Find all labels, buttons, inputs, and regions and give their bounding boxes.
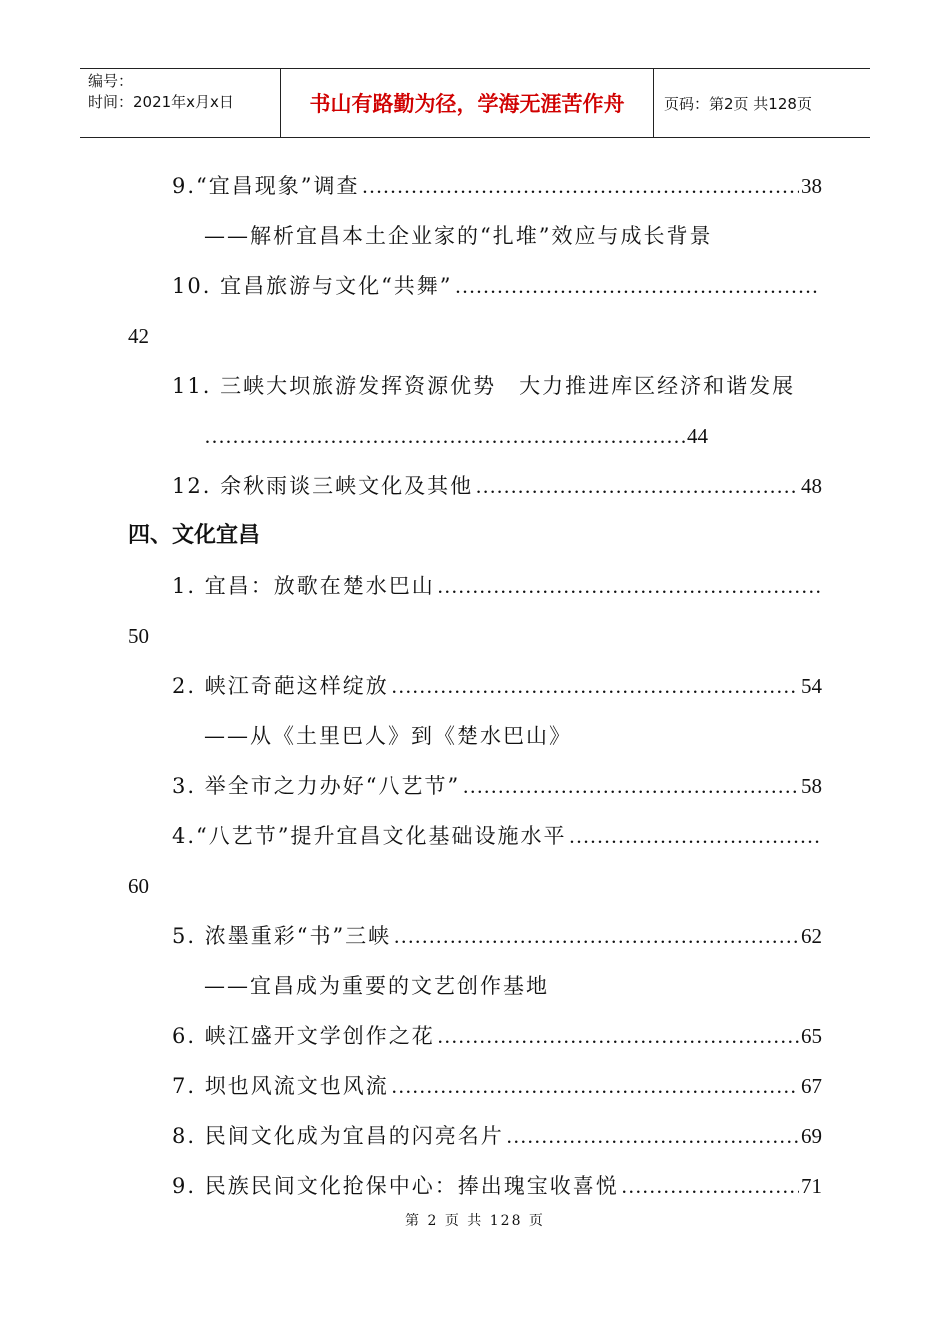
toc-page-number: 62 xyxy=(801,924,822,948)
toc-entry xyxy=(172,571,822,601)
header-meta xyxy=(80,69,280,137)
toc-dot-leader xyxy=(569,821,820,851)
toc-entry xyxy=(172,171,822,201)
toc-entry xyxy=(172,1021,822,1051)
page-footer: 第 2 页 共 128 页 xyxy=(405,1213,545,1229)
header-motto: 书山有路勤为径，学海无涯苦作舟 xyxy=(280,69,654,137)
toc-dot-leader xyxy=(506,1121,799,1151)
toc-entry xyxy=(172,1171,822,1201)
toc-dot-leader xyxy=(437,1021,799,1051)
toc-entry-title: 6. 峡江盛开文学创作之花 xyxy=(172,1024,435,1048)
toc-dot-leader xyxy=(475,471,799,501)
toc-entry-title: 12. 余秋雨谈三峡文化及其他 xyxy=(172,474,474,498)
toc-dot-leader xyxy=(393,921,799,951)
code-label: 编号： xyxy=(88,72,134,90)
toc-page-number: 54 xyxy=(801,674,822,698)
toc-page-number: 60 xyxy=(128,874,149,898)
toc-entry-title: 3. 举全市之力办好“八艺节” xyxy=(172,774,461,798)
toc-entry xyxy=(172,1071,822,1101)
toc-subtitle: ——解析宜昌本土企业家的“扎堆”效应与成长背景 xyxy=(204,224,713,248)
toc-entry-title: 1. 宜昌：放歌在楚水巴山 xyxy=(172,574,435,598)
toc-dot-leader xyxy=(391,1071,799,1101)
toc-entry-title: 7. 坝也风流文也风流 xyxy=(172,1074,389,1098)
toc-entry xyxy=(172,1121,822,1151)
toc-dot-leader xyxy=(455,271,820,301)
time-label: 时间：2021年x月x日 xyxy=(88,93,234,111)
toc-page-number: 38 xyxy=(801,174,822,198)
toc-section-heading: 四、文化宜昌 xyxy=(128,523,261,548)
toc-entry xyxy=(172,921,822,951)
toc-entry xyxy=(172,771,822,801)
toc-entry xyxy=(172,271,822,301)
toc-entry-title: 9.“宜昌现象”调查 xyxy=(172,174,360,198)
toc-dot-leader xyxy=(391,671,799,701)
toc-page-number: 67 xyxy=(801,1074,822,1098)
toc-dot-leader xyxy=(362,171,799,201)
toc-entry xyxy=(172,471,822,501)
toc-subtitle: ——从《土里巴人》到《楚水巴山》 xyxy=(204,724,572,748)
toc-dot-leader xyxy=(621,1171,799,1201)
toc-entry-title: 4.“八艺节”提升宜昌文化基础设施水平 xyxy=(172,824,567,848)
toc-entry-title: 2. 峡江奇葩这样绽放 xyxy=(172,674,389,698)
toc-entry xyxy=(172,821,822,851)
page-header xyxy=(80,68,870,138)
toc-page-number: 48 xyxy=(801,474,822,498)
toc-entry xyxy=(172,371,795,401)
toc-entry xyxy=(172,671,822,701)
toc-page-number: 71 xyxy=(801,1174,822,1198)
toc-entry-title: 11. 三峡大坝旅游发挥资源优势 大力推进库区经济和谐发展 xyxy=(172,374,796,398)
header-page-info: 页码：第2页 共128页 xyxy=(664,94,812,113)
toc-entry-title: 8. 民间文化成为宜昌的闪亮名片 xyxy=(172,1124,504,1148)
toc-page-number: 42 xyxy=(128,324,149,348)
toc-entry-title: 10. 宜昌旅游与文化“共舞” xyxy=(172,274,453,298)
toc-page-number: 50 xyxy=(128,624,149,648)
toc-entry-title: 5. 浓墨重彩“书”三峡 xyxy=(172,924,392,948)
toc-page-number: 58 xyxy=(801,774,822,798)
toc-page-number: 65 xyxy=(801,1024,822,1048)
toc-dot-leader xyxy=(462,771,799,801)
toc-page-number: 69 xyxy=(801,1124,822,1148)
toc-entry-leader-page: ……………………………………………………………44 xyxy=(204,424,708,448)
toc-subtitle: ——宜昌成为重要的文艺创作基地 xyxy=(204,974,549,998)
toc-entry-title: 9. 民族民间文化抢保中心：捧出瑰宝收喜悦 xyxy=(172,1174,619,1198)
toc-dot-leader xyxy=(437,571,820,601)
